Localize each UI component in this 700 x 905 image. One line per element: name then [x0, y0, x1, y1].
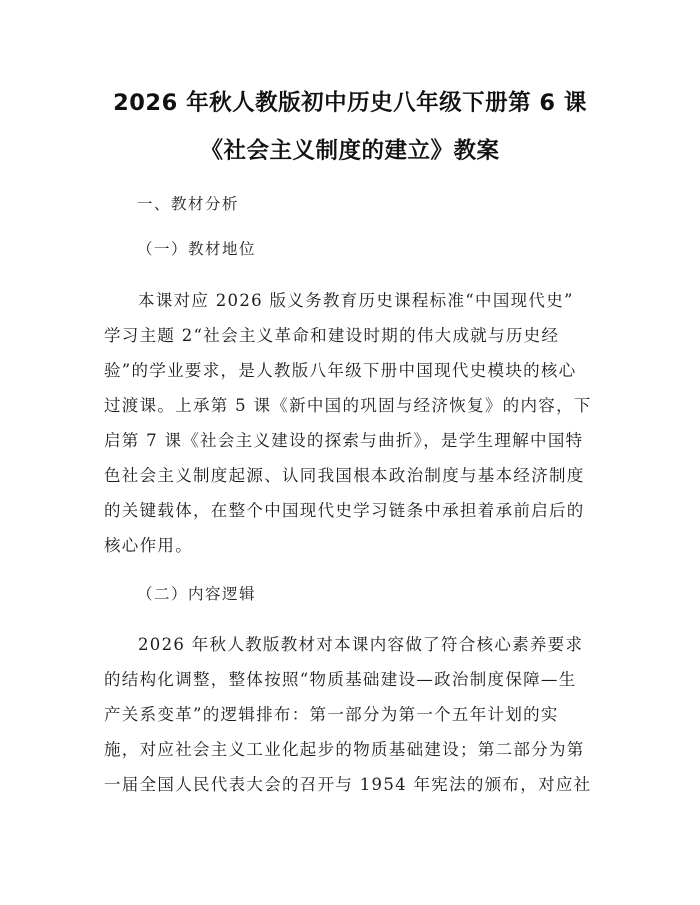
subsection-heading-content-logic: （二）内容逻辑 [137, 585, 257, 603]
paragraph-line: 一届全国人民代表大会的召开与 1954 年宪法的颁布，对应社 [104, 775, 592, 794]
paragraph-line: 启第 7 课《社会主义建设的探索与曲折》，是学生理解中国特 [104, 431, 584, 450]
paragraph-line: 核心作用。 [104, 536, 193, 555]
paragraph-line: 施，对应社会主义工业化起步的物质基础建设；第二部分为第 [104, 740, 585, 759]
paragraph-line: 2026 年秋人教版教材对本课内容做了符合核心素养要求 [138, 635, 584, 654]
paragraph-line: 学习主题 2“社会主义革命和建设时期的伟大成就与历史经 [104, 326, 560, 345]
paragraph-line: 产关系变革”的逻辑排布：第一部分为第一个五年计划的实 [104, 705, 559, 724]
document-title-line-2: 《社会主义制度的建立》教案 [200, 138, 500, 164]
document-title-line-1: 2026 年秋人教版初中历史八年级下册第 6 课 [113, 90, 587, 116]
paragraph-line: 色社会主义制度起源、认同我国根本政治制度与基本经济制度 [104, 466, 585, 485]
paragraph-line: 验”的学业要求，是人教版八年级下册中国现代史模块的核心 [104, 361, 577, 380]
paragraph-line: 过渡课。上承第 5 课《新中国的巩固与经济恢复》的内容，下 [104, 396, 592, 415]
subsection-heading-material-status: （一）教材地位 [137, 240, 257, 258]
paragraph-line: 的结构化调整，整体按照“物质基础建设—政治制度保障—生 [104, 670, 577, 689]
section-heading-teaching-material-analysis: 一、教材分析 [137, 195, 240, 213]
paragraph-line: 的关键载体，在整个中国现代史学习链条中承担着承前启后的 [104, 501, 585, 520]
paragraph-line: 本课对应 2026 版义务教育历史课程标准“中国现代史” [138, 291, 574, 310]
